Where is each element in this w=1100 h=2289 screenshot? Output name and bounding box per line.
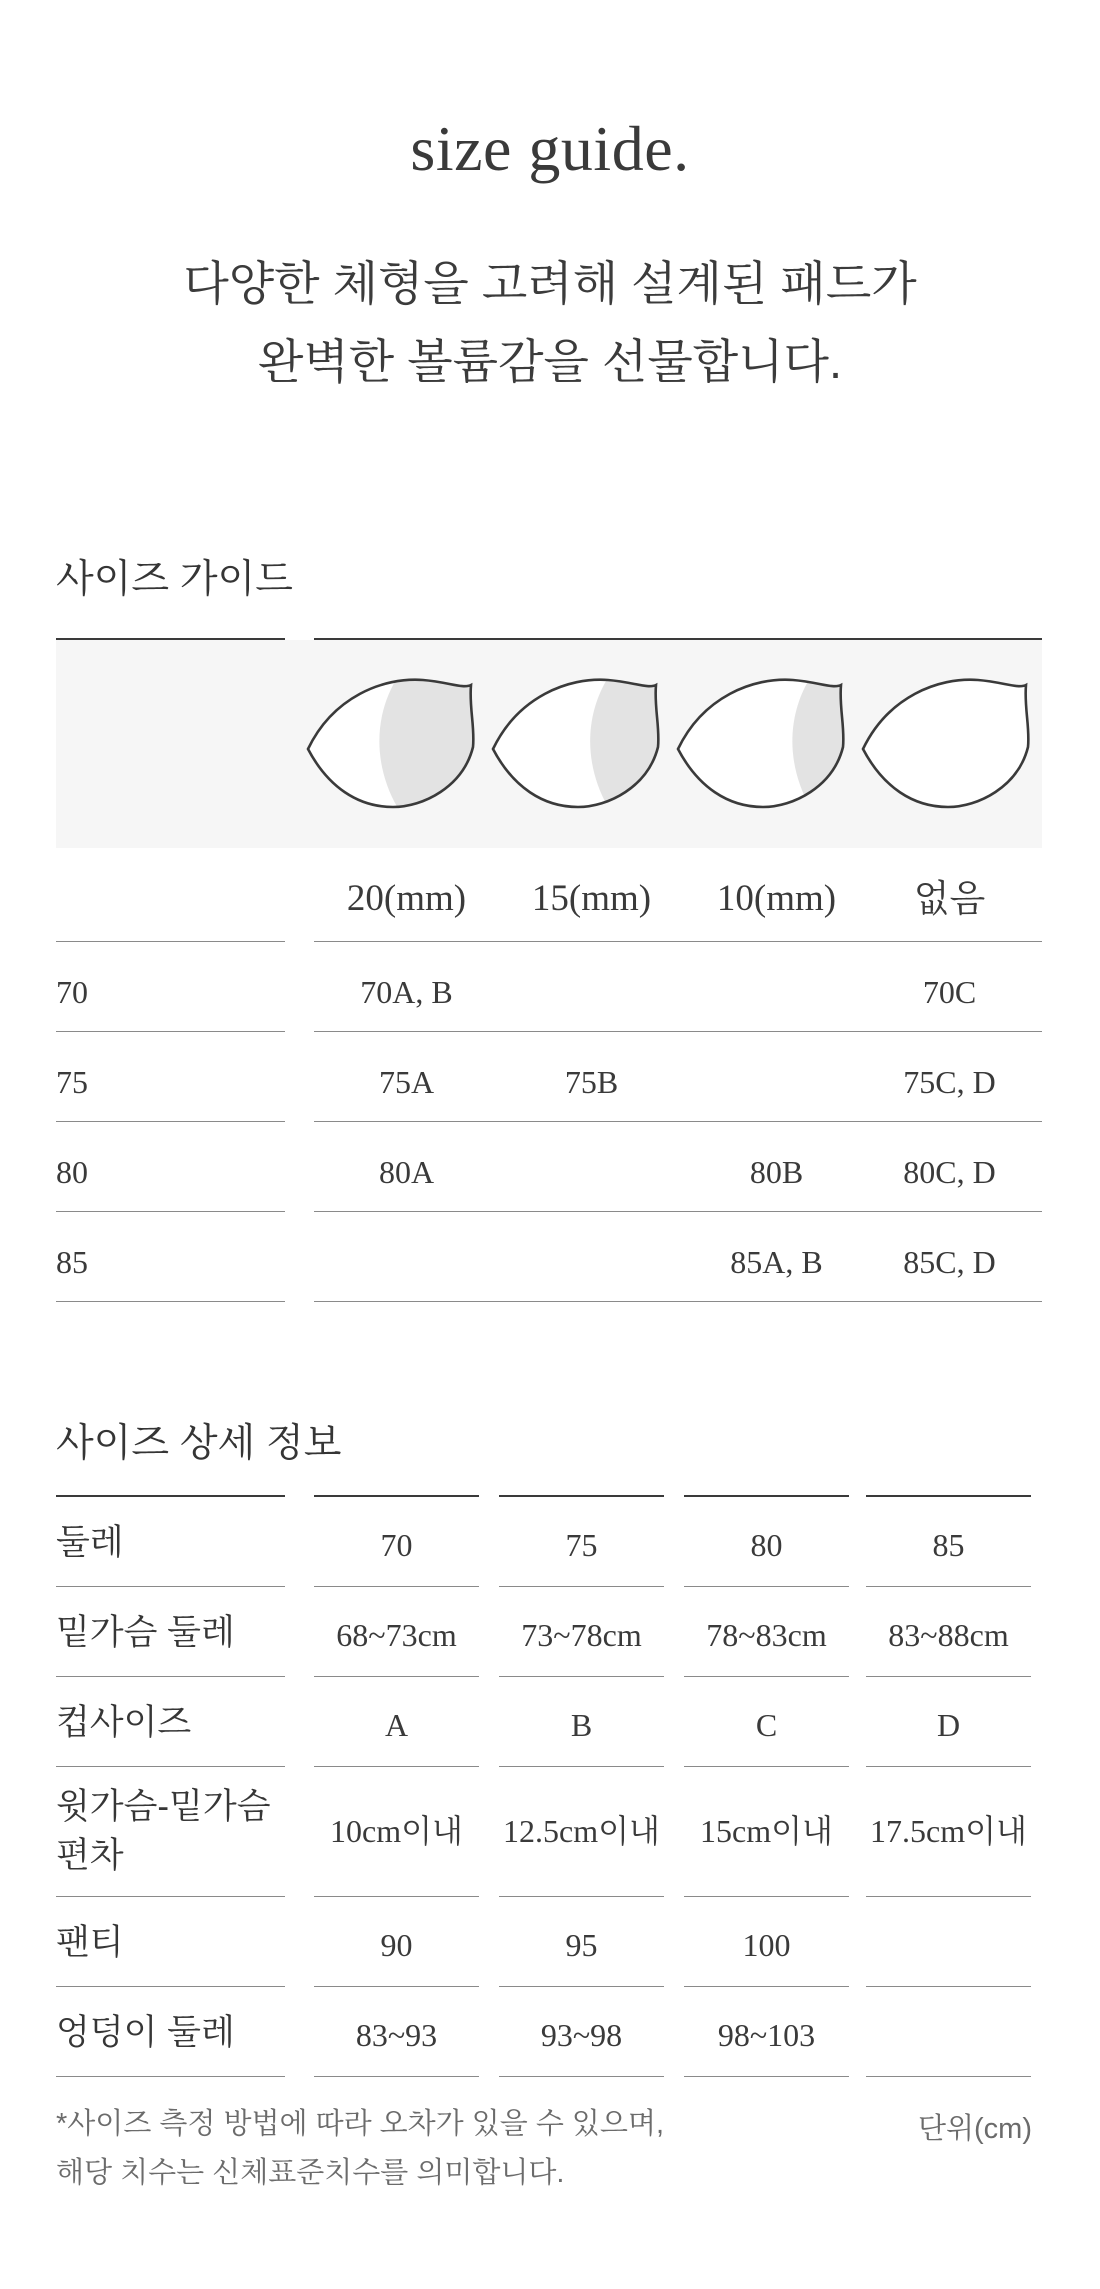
row-divider (499, 1896, 664, 1897)
row-divider (684, 1676, 849, 1677)
detail-cell: 100 (742, 1927, 791, 1963)
detail-cell: 70 (380, 1527, 413, 1563)
row-divider (866, 1586, 1031, 1587)
note-line-1: *사이즈 측정 방법에 따라 오차가 있을 수 있으며, (56, 2108, 665, 2140)
cup-shape (863, 680, 1028, 807)
row-divider (56, 1676, 285, 1677)
detail-cell: 75 (565, 1527, 598, 1563)
size-cell: 80C, D (903, 1154, 996, 1190)
detail-cell: 10cm이내 (330, 1813, 463, 1849)
detail-cell: 98~103 (717, 2017, 816, 2053)
detail-cell: 73~78cm (521, 1617, 642, 1653)
size-cell: 70C (922, 974, 977, 1010)
row-divider (314, 1031, 1042, 1032)
detail-label-band: 둘레 (56, 1523, 124, 1562)
row-divider (56, 1031, 285, 1032)
row-divider (314, 1211, 1042, 1212)
row-divider (314, 2076, 479, 2077)
detail-label-difference-line2: 편차 (56, 1836, 124, 1875)
row-divider (56, 1586, 285, 1587)
pad-header-2: 15(mm) (531, 878, 652, 919)
detail-cell: 15cm이내 (700, 1813, 833, 1849)
detail-cell: 85 (932, 1527, 965, 1563)
note-line-2: 해당 치수는 신체표준치수를 의미합니다. (56, 2157, 565, 2189)
row-divider (314, 941, 1042, 942)
row-divider (866, 2076, 1031, 2077)
subtitle-line-1: 다양한 체형을 고려해 설계된 패드가 (183, 257, 917, 310)
detail-cell: 17.5cm이내 (870, 1813, 1027, 1849)
row-divider (56, 1766, 285, 1767)
detail-cell: 12.5cm이내 (503, 1813, 660, 1849)
detail-label-cup: 컵사이즈 (56, 1703, 192, 1742)
row-divider (314, 1766, 479, 1767)
detail-cell: A (384, 1707, 409, 1743)
row-divider (499, 2076, 664, 2077)
row-divider (499, 1986, 664, 1987)
bra-cup-pad-icon (488, 677, 664, 817)
row-divider (56, 1986, 285, 1987)
subtitle-line-2: 완벽한 볼륨감을 선물합니다. (258, 335, 842, 388)
detail-top-border (314, 1495, 479, 1497)
row-divider (56, 1896, 285, 1897)
pad-header-1: 20(mm) (346, 878, 467, 919)
detail-label-hip: 엉덩이 둘레 (56, 2013, 235, 2052)
size-cell: 75B (564, 1064, 619, 1100)
detail-cell: 90 (380, 1927, 413, 1963)
row-divider (314, 1121, 1042, 1122)
detail-cell: 83~88cm (888, 1617, 1009, 1653)
size-cell: 80A (378, 1154, 435, 1190)
bra-cup-pad-icon (858, 677, 1034, 817)
detail-top-border (56, 1495, 285, 1497)
size-guide-title: 사이즈 가이드 (56, 558, 293, 601)
size-cell: 70A, B (360, 974, 453, 1010)
row-divider (684, 2076, 849, 2077)
row-divider (866, 1766, 1031, 1767)
row-divider (684, 1986, 849, 1987)
detail-cell: B (570, 1707, 593, 1743)
bra-cup-pad-icon (673, 677, 849, 817)
detail-cell: D (936, 1707, 961, 1743)
band-label-80: 80 (56, 1154, 88, 1190)
detail-label-difference (56, 1782, 271, 1880)
pad-header-4: 없음 (913, 878, 986, 919)
pad-region (379, 677, 479, 817)
row-divider (866, 1676, 1031, 1677)
row-divider (56, 1121, 285, 1122)
detail-top-border (866, 1495, 1031, 1497)
detail-cell: C (755, 1707, 778, 1743)
row-divider (499, 1766, 664, 1767)
detail-cell: 80 (750, 1527, 783, 1563)
size-cell: 80B (749, 1154, 804, 1190)
detail-cell: 93~98 (540, 2017, 623, 2053)
size-cell: 85C, D (903, 1244, 996, 1280)
detail-label-panty: 팬티 (56, 1923, 124, 1962)
detail-cell: 68~73cm (336, 1617, 457, 1653)
row-divider (56, 1301, 285, 1302)
row-divider (866, 1986, 1031, 1987)
band-label-70: 70 (56, 974, 88, 1010)
row-divider (684, 1896, 849, 1897)
detail-label-underbust: 밑가슴 둘레 (56, 1613, 235, 1652)
row-divider (684, 1766, 849, 1767)
size-cell: 75A (378, 1064, 435, 1100)
row-divider (56, 2076, 285, 2077)
unit-label: 단위(cm) (918, 2113, 1032, 2145)
row-divider (684, 1586, 849, 1587)
row-divider (314, 1896, 479, 1897)
row-divider (314, 1986, 479, 1987)
page-title: size guide. (410, 113, 690, 184)
row-divider (499, 1676, 664, 1677)
size-cell: 85A, B (730, 1244, 823, 1280)
detail-label-difference-line1: 윗가슴-밑가슴 (56, 1787, 271, 1826)
size-cell: 75C, D (903, 1064, 996, 1100)
detail-top-border (499, 1495, 664, 1497)
row-divider (499, 1586, 664, 1587)
detail-cell: 78~83cm (706, 1617, 827, 1653)
pad-header-3: 10(mm) (716, 878, 837, 919)
size-detail-title: 사이즈 상세 정보 (56, 1422, 342, 1465)
row-divider (866, 1896, 1031, 1897)
measurement-note (56, 2100, 664, 2198)
row-divider (314, 1676, 479, 1677)
row-divider (314, 1586, 479, 1587)
page-subtitle (0, 245, 1100, 401)
row-divider (314, 1301, 1042, 1302)
row-divider (56, 941, 285, 942)
band-label-75: 75 (56, 1064, 88, 1100)
detail-top-border (684, 1495, 849, 1497)
row-divider (56, 1211, 285, 1212)
detail-cell: 83~93 (355, 2017, 438, 2053)
band-label-85: 85 (56, 1244, 88, 1280)
detail-cell: 95 (565, 1927, 598, 1963)
bra-cup-pad-icon (303, 677, 479, 817)
